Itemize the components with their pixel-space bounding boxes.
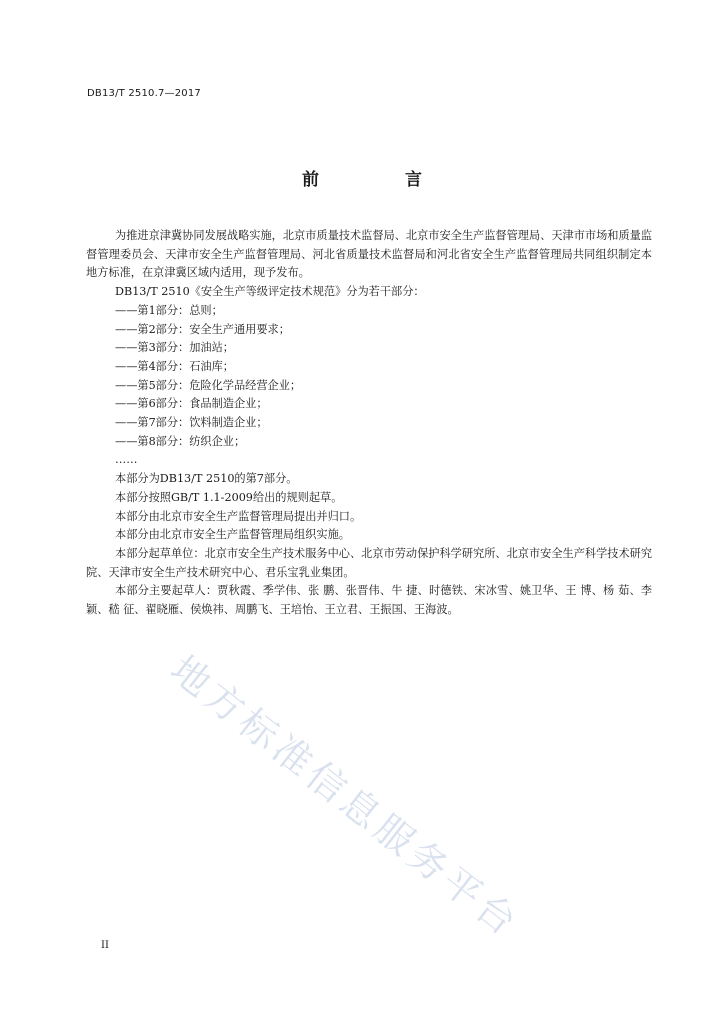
page-number: II [101,940,109,951]
list-item: ——第1部分：总则； [115,303,223,317]
page-title: 前 言 [302,170,462,190]
list-item-ellipsis: …… [115,453,138,467]
intro-paragraph: 为推进京津冀协同发展战略实施，北京市质量技术监督局、北京市安全生产监督管理局、天津市市场和质量监督管理委员会、天津市安全生产监督管理局、河北省质量技术监督局和河北省安全生产监督管理局共同组织制定本地方标准，在京津冀区域内适用，现予发布。 [86,229,653,280]
list-item: ——第4部分：石油库； [115,359,234,373]
foreword-body [86,227,652,620]
list-item: ——第8部分：纺织企业； [115,434,246,448]
organized-by-paragraph: 本部分由北京市安全生产监督管理局组织实施。 [115,528,350,542]
list-item: ——第5部分：危险化学品经营企业； [115,378,302,392]
document-code: DB13/T 2510.7—2017 [87,88,201,99]
watermark: 地方标准信息服务平台 [162,647,529,947]
parts-list [86,302,652,470]
list-item: ——第3部分：加油站； [115,341,234,355]
list-item: ——第2部分：安全生产通用要求； [115,322,290,336]
list-item: ——第6部分：食品制造企业； [115,397,268,411]
drafters-paragraph: 本部分主要起草人：贾秋霞、季学伟、张 鹏、张晋伟、牛 捷、时德铁、宋冰雪、姚卫华、王 博、杨 茹、李 颖、嵇 征、翟晓雁、侯焕祎、周鹏飞、王培怡、王立君、王振国、王海波。 [86,584,652,617]
drafting-units-paragraph: 本部分起草单位：北京市安全生产技术服务中心、北京市劳动保护科学研究所、北京市安全生产科学技术研究院、天津市安全生产技术研究中心、君乐宝乳业集团。 [86,546,653,579]
list-item: ——第7部分：饮料制造企业； [115,416,268,430]
drafting-rules-paragraph: 本部分按照GB/T 1.1-2009给出的规则起草。 [115,490,343,504]
this-part-paragraph: 本部分为DB13/T 2510的第7部分。 [115,472,298,486]
proposed-by-paragraph: 本部分由北京市安全生产监督管理局提出并归口。 [115,509,362,523]
parts-intro-paragraph: DB13/T 2510《安全生产等级评定技术规范》分为若干部分： [115,285,425,299]
